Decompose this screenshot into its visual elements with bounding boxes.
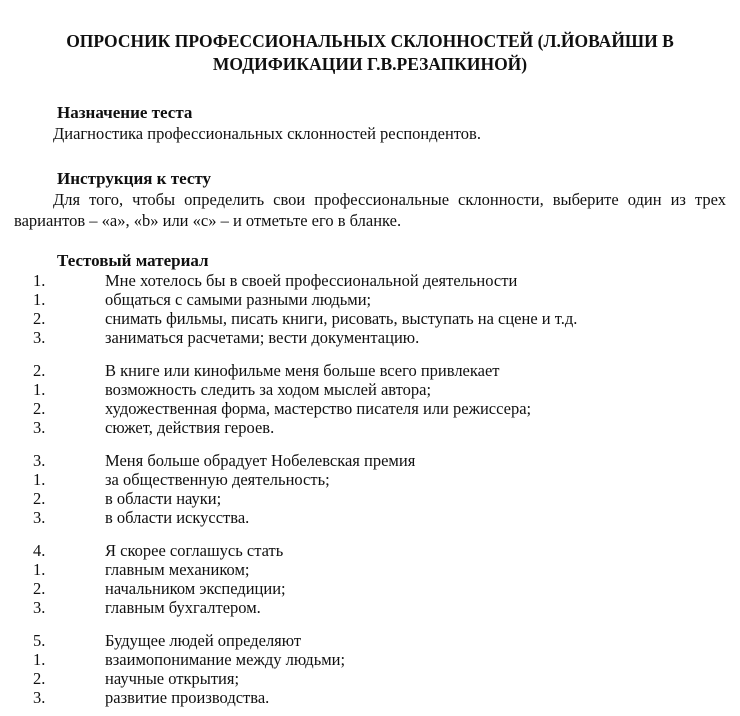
question-text: В книге или кинофильме меня больше всего привлекает xyxy=(105,361,500,380)
option-row xyxy=(14,328,726,347)
question-row xyxy=(14,361,726,380)
question-number: 2. xyxy=(33,361,46,380)
option-text: начальником экспедиции; xyxy=(105,579,286,598)
question-block xyxy=(14,631,726,707)
instruction-text: Для того, чтобы определить свои профессиональные склонности, выберите один из трех вариантов – «а», «b» или «с» – и отметьте его в бланке. xyxy=(14,190,726,230)
option-number: 1. xyxy=(33,290,46,309)
option-number: 3. xyxy=(33,418,46,437)
question-row xyxy=(14,271,726,290)
option-text: общаться с самыми разными людьми; xyxy=(105,290,372,309)
option-row xyxy=(14,418,726,437)
option-number: 1. xyxy=(33,470,46,489)
question-text: Мне хотелось бы в своей профессиональной деятельности xyxy=(105,271,518,290)
option-number: 2. xyxy=(33,489,46,508)
option-row xyxy=(14,470,726,489)
option-row xyxy=(14,598,726,617)
option-number: 1. xyxy=(33,560,46,579)
option-text: за общественную деятельность; xyxy=(105,470,330,489)
question-block xyxy=(14,451,726,527)
question-block xyxy=(14,361,726,437)
question-number: 4. xyxy=(33,541,46,560)
option-text: развитие производства. xyxy=(105,688,270,707)
question-row xyxy=(14,631,726,650)
option-text: в области искусства. xyxy=(105,508,250,527)
option-text: сюжет, действия героев. xyxy=(105,418,275,437)
question-block xyxy=(14,271,726,347)
option-row xyxy=(14,560,726,579)
option-row xyxy=(14,579,726,598)
option-text: научные открытия; xyxy=(105,669,240,688)
question-text: Я скорее соглашусь стать xyxy=(105,541,284,560)
option-number: 3. xyxy=(33,328,46,347)
option-number: 1. xyxy=(33,650,46,669)
option-row xyxy=(14,650,726,669)
question-row xyxy=(14,541,726,560)
option-row xyxy=(14,688,726,707)
option-number: 2. xyxy=(33,669,46,688)
question-number: 1. xyxy=(33,271,46,290)
option-row xyxy=(14,309,726,328)
option-text: в области науки; xyxy=(105,489,222,508)
option-number: 2. xyxy=(33,579,46,598)
question-block xyxy=(14,541,726,617)
section-heading-material: Тестовый материал xyxy=(57,251,209,270)
option-text: главным бухгалтером. xyxy=(105,598,261,617)
question-text: Будущее людей определяют xyxy=(105,631,302,650)
option-text: возможность следить за ходом мыслей автора; xyxy=(105,380,432,399)
option-row xyxy=(14,489,726,508)
option-number: 3. xyxy=(33,598,46,617)
question-number: 5. xyxy=(33,631,46,650)
document-title: ОПРОСНИК ПРОФЕССИОНАЛЬНЫХ СКЛОННОСТЕЙ (Л.ЙОВАЙШИ В МОДИФИКАЦИИ Г.В.РЕЗАПКИНОЙ) xyxy=(66,31,674,74)
purpose-text: Диагностика профессиональных склонностей респондентов. xyxy=(53,124,481,143)
section-heading-instruction: Инструкция к тесту xyxy=(57,169,212,188)
option-number: 1. xyxy=(33,380,46,399)
question-text: Меня больше обрадует Нобелевская премия xyxy=(105,451,416,470)
option-number: 3. xyxy=(33,688,46,707)
option-row xyxy=(14,399,726,418)
option-text: художественная форма, мастерство писателя или режиссера; xyxy=(105,399,532,418)
option-number: 2. xyxy=(33,309,46,328)
option-row xyxy=(14,669,726,688)
option-number: 2. xyxy=(33,399,46,418)
option-text: заниматься расчетами; вести документацию. xyxy=(105,328,420,347)
option-row xyxy=(14,380,726,399)
option-text: взаимопонимание между людьми; xyxy=(105,650,346,669)
option-row xyxy=(14,290,726,309)
question-row xyxy=(14,451,726,470)
question-number: 3. xyxy=(33,451,46,470)
option-number: 3. xyxy=(33,508,46,527)
option-text: снимать фильмы, писать книги, рисовать, выступать на сцене и т.д. xyxy=(105,309,578,328)
option-text: главным механиком; xyxy=(105,560,250,579)
section-heading-purpose: Назначение теста xyxy=(57,103,193,122)
option-row xyxy=(14,508,726,527)
